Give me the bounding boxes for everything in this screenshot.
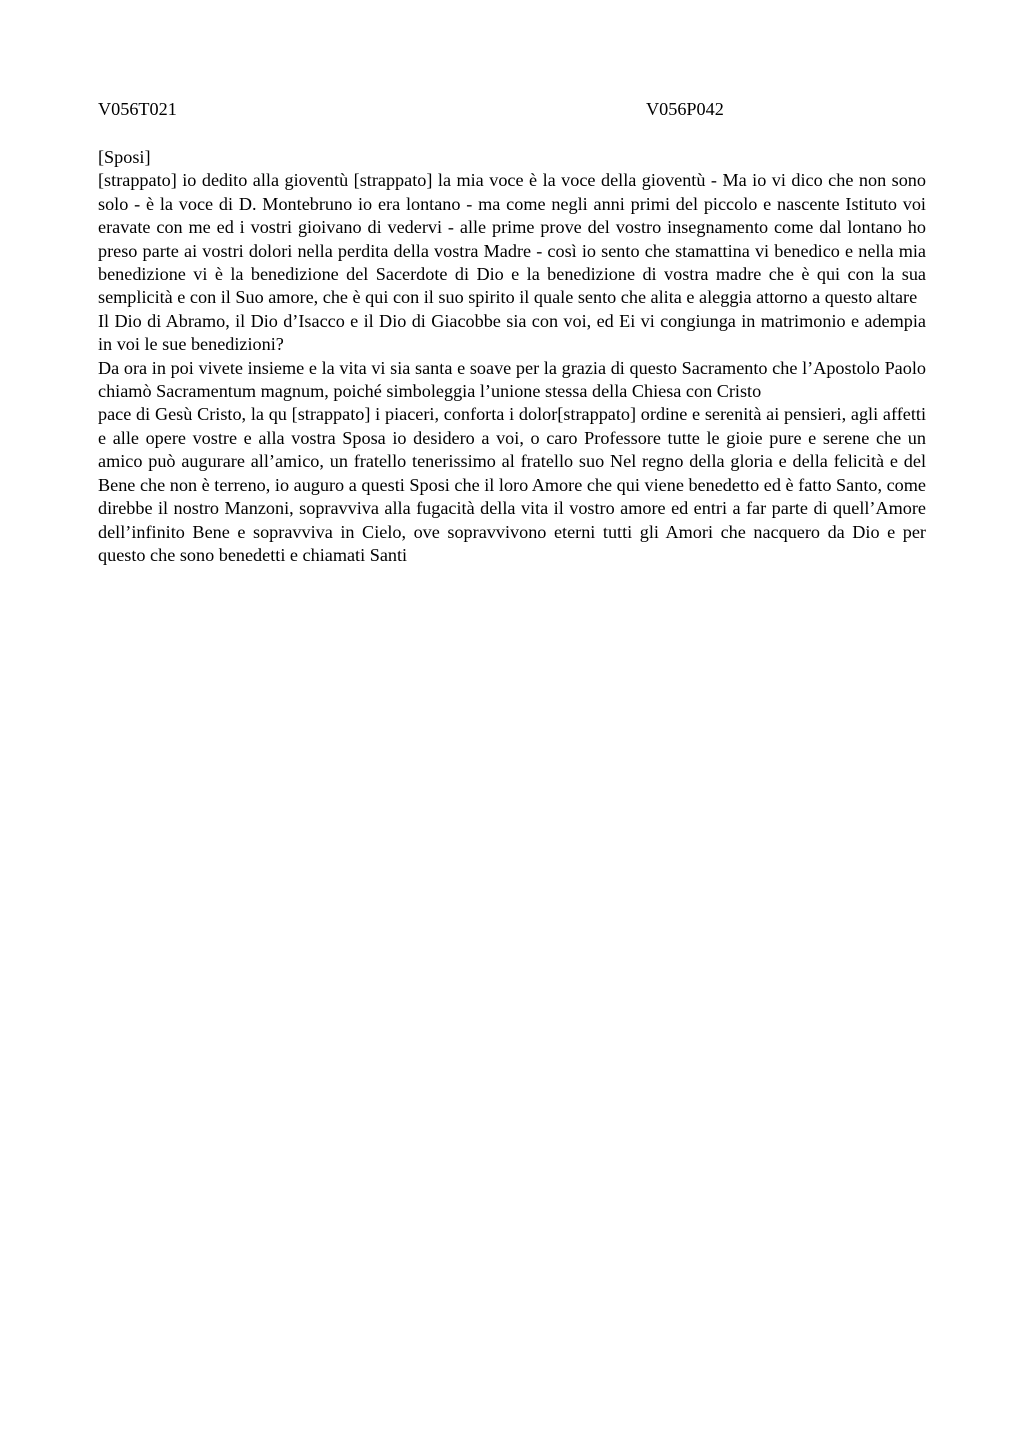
document-code-right: V056P042 — [646, 99, 724, 119]
document-title: [Sposi] — [98, 147, 151, 167]
document-header — [98, 98, 926, 122]
document-page — [98, 98, 926, 567]
document-code-left: V056T021 — [98, 99, 177, 119]
paragraph-3: Da ora in poi vivete insieme e la vita vi sia santa e soave per la grazia di questo Sacramento che l’Apostolo Paolo chiamò Sacramentum magnum, poiché simboleggia l’unione stessa della Chiesa con Cristo — [98, 357, 926, 402]
paragraph-2: Il Dio di Abramo, il Dio d’Isacco e il Dio di Giacobbe sia con voi, ed Ei vi congiunga in matrimonio e adempia in voi le sue benedizioni? — [98, 310, 926, 355]
paragraph-1: [strappato] io dedito alla gioventù [strappato] la mia voce è la voce della gioventù - Ma io vi dico che non sono solo - è la voce di D. Montebruno io era lontano - ma come negli anni primi del piccolo e nascente Istituto voi eravate con me ed i vostri gioivano di vedervi - alle prime prove del vostro insegnamento come dal lontano ho preso parte ai vostri dolori nella perdita della vostra Madre - così io sento che stamattina vi benedico e nella mia benedizione vi è la benedizione del Sacerdote di Dio e la benedizione di vostra madre che è qui con la sua semplicità e con il Suo amore, che è qui con il suo spirito il quale sento che alita e aleggia attorno a questo altare — [98, 170, 926, 308]
paragraph-4: pace di Gesù Cristo, la qu [strappato] i piaceri, conforta i dolor[strappato] ordine e serenità ai pensieri, agli affetti e alle opere vostre e alla vostra Sposa io desidero a voi, o caro Professore tutte le gioie pure e serene che un amico può augurare all’amico, un fratello tenerissimo al fratello suo Nel regno della gloria e della felicità e del Bene che non è terreno, io auguro a questi Sposi che il loro Amore che qui viene benedetto ed è fatto Santo, come direbbe il nostro Manzoni, sopravviva alla fugacità della vita il vostro amore ed entri a far parte di quell’Amore dell’infinito Bene e sopravviva in Cielo, ove sopravvivono eterni tutti gli Amori che nacquero da Dio e per questo che sono benedetti e chiamati Santi — [98, 404, 926, 565]
